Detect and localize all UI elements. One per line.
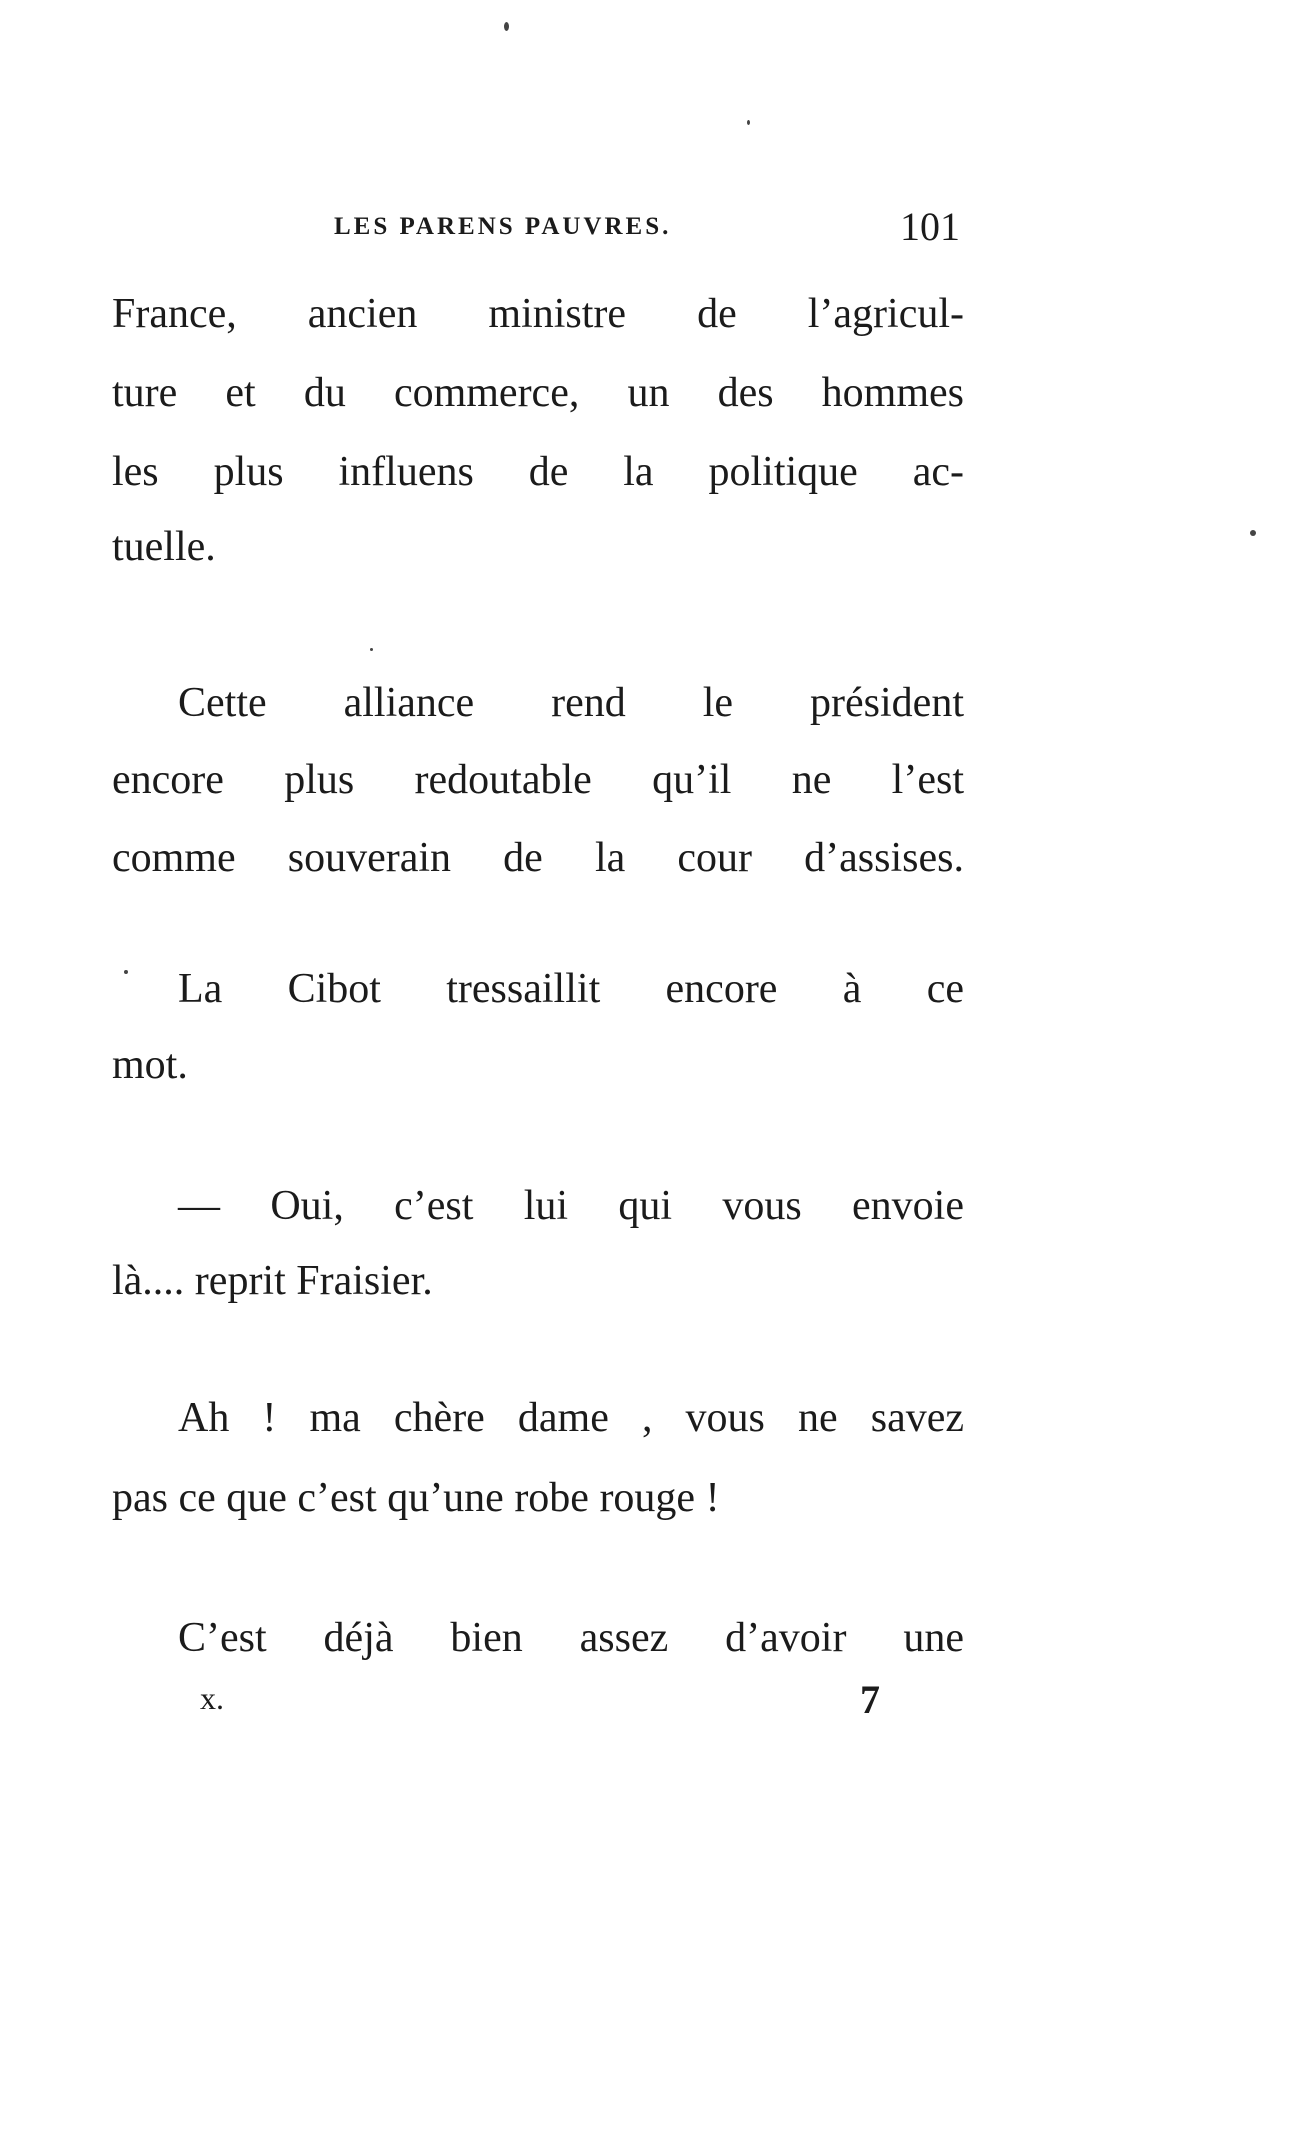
- text-line: Cette alliance rend le président: [178, 680, 964, 726]
- text-line: pas ce que c’est qu’une robe rouge !: [112, 1475, 720, 1521]
- ink-speck: [370, 648, 373, 651]
- ink-speck: [124, 970, 128, 974]
- signature-mark: 7: [860, 1677, 880, 1722]
- text-line: les plus influens de la politique ac-: [112, 449, 964, 495]
- text-line: tuelle.: [112, 524, 216, 570]
- running-title: LES PARENS PAUVRES.: [334, 213, 672, 240]
- page-footer: [200, 1677, 880, 1730]
- ink-speck: [1250, 530, 1256, 536]
- text-line: encore plus redoutable qu’il ne l’est: [112, 757, 964, 803]
- text-line: ture et du commerce, un des hommes: [112, 370, 964, 416]
- volume-marker: x.: [200, 1680, 224, 1716]
- text-line: France, ancien ministre de l’agricul-: [112, 291, 964, 337]
- text-line: comme souverain de la cour d’assises.: [112, 835, 964, 881]
- text-line: C’est déjà bien assez d’avoir une: [178, 1615, 964, 1661]
- text-line: — Oui, c’est lui qui vous envoie: [178, 1183, 964, 1229]
- text-line: La Cibot tressaillit encore à ce: [178, 966, 964, 1012]
- text-line: mot.: [112, 1042, 188, 1088]
- page-header: [112, 205, 960, 255]
- text-line: Ah ! ma chère dame , vous ne savez: [178, 1395, 964, 1441]
- ink-speck: [747, 120, 750, 125]
- text-line: là.... reprit Fraisier.: [112, 1258, 433, 1304]
- ink-speck: [504, 22, 509, 31]
- page-number: 101: [900, 204, 960, 249]
